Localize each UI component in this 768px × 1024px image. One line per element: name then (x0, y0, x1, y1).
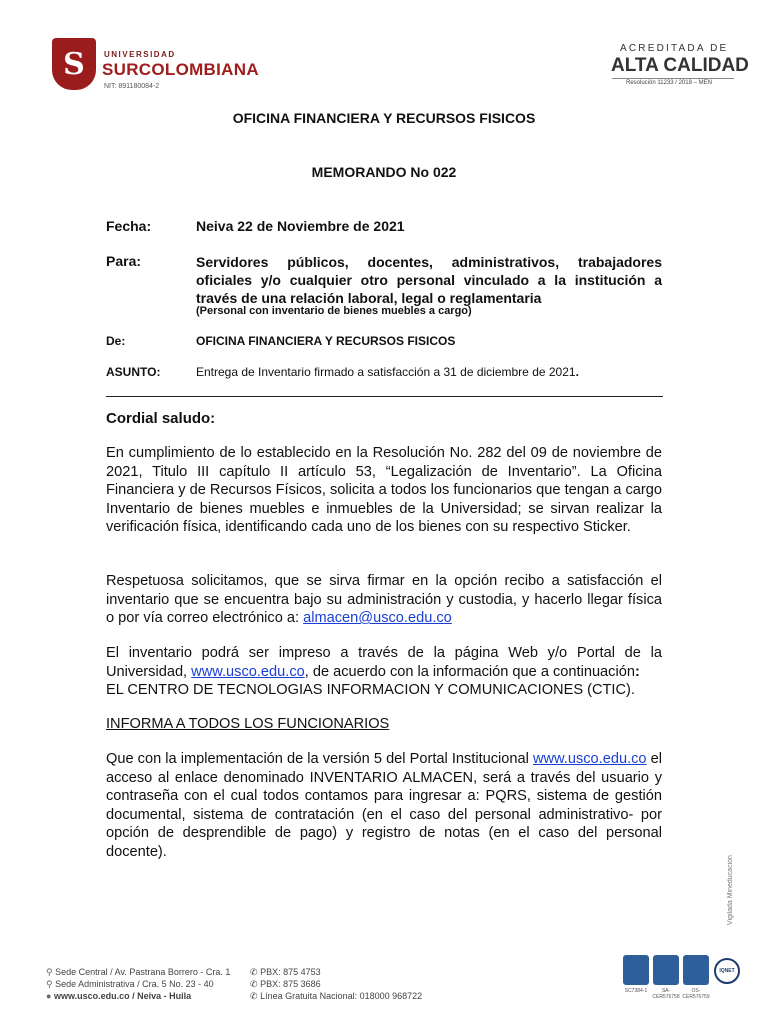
fecha-label: Fecha: (106, 218, 152, 234)
asunto-value (196, 365, 579, 379)
location-pin-icon: ⚲ (46, 967, 53, 977)
vigilada-mark: Vigilada Mineducación (727, 855, 734, 925)
phone-icon: ✆ (250, 967, 258, 977)
footer-phone-1-text: PBX: 875 4753 (260, 967, 321, 977)
email-link[interactable]: almacen@usco.edu.co (303, 610, 452, 626)
de-value: OFICINA FINANCIERA Y RECURSOS FISICOS (196, 334, 456, 348)
paragraph-4 (106, 750, 662, 861)
accreditation-title: ALTA CALIDAD (611, 55, 749, 76)
para-label: Para: (106, 253, 142, 269)
certification-code-1: SC7384-1 (624, 988, 648, 994)
paragraph-4-end: el acceso al enlace denominado INVENTARIO ALMACEN, será a través del usuario y contraseña con el cual todos contamos para ingresar a: PQRS, sistema de gestión documental, sistema de contratación (en el caso del personal administrativo- por opción de desprendible de pago) y registro de notas (en el caso del personal docente). (106, 751, 662, 860)
paragraph-2 (106, 572, 662, 628)
footer-address-1 (46, 967, 230, 978)
memo-title: MEMORANDO No 022 (311, 164, 457, 180)
accreditation-divider (612, 78, 734, 79)
greeting: Cordial saludo: (106, 410, 216, 427)
footer-phone-2-text: PBX: 875 3686 (260, 979, 321, 989)
accreditation-resolution: Resolución 11233 / 2018 – MEN (626, 80, 712, 86)
paragraph-1: En cumplimiento de lo establecido en la Resolución No. 282 del 09 de noviembre de 2021, Titulo III capítulo II artículo 53, “Legalización de Inventario”. La Oficina Financiera y de Recursos Físicos, solicita a todos los funcionarios que tengan a cargo Inventario de bienes muebles e inmuebles de la Universidad; se sirvan realizar la verificación física, identificando cada uno de los bienes con su respectivo Sticker. (106, 445, 662, 535)
paragraph-4-start: Que con la implementación de la versión 5 del Portal Institucional (106, 751, 533, 767)
portal-link[interactable]: www.usco.edu.co (532, 751, 647, 767)
footer-address-1-text: Sede Central / Av. Pastrana Borrero - Cra. 1 (55, 967, 231, 977)
paragraph-3-colon: : (634, 663, 640, 680)
footer-phone-3-text: Línea Gratuita Nacional: 018000 968722 (260, 991, 423, 1001)
certification-badge-1 (623, 955, 649, 985)
header-divider (106, 396, 663, 397)
para-note: (Personal con inventario de bienes muebles a cargo) (196, 305, 472, 317)
footer-phone-3 (250, 991, 422, 1002)
footer-phone-2 (250, 979, 321, 990)
footer-website[interactable]: www.usco.edu.co / Neiva - Huila (53, 991, 192, 1001)
footer-address-2-text: Sede Administrativa / Cra. 5 No. 23 - 40 (55, 979, 214, 989)
university-nit: NIT: 891180084-2 (104, 83, 160, 90)
paragraph-2-text: Respetuosa solicitamos, que se sirva firmar en la opción recibo a satisfacción el inventario que se encuentra bajo su administración y custodia, y hacerlo llegar física o por vía correo electrónico a: (106, 573, 662, 626)
phone-icon: ✆ (250, 991, 258, 1001)
asunto-label: ASUNTO: (106, 365, 161, 379)
certification-code-2: SA-CER576758 (652, 988, 680, 1000)
accreditation-label: ACREDITADA DE (620, 43, 729, 54)
certification-badge-2 (653, 955, 679, 985)
footer-address-3 (46, 991, 191, 1001)
certification-code-3: OS-CER576759 (682, 988, 710, 1000)
university-name: SURCOLOMBIANA (102, 60, 259, 79)
location-pin-icon: ⚲ (46, 979, 53, 989)
office-title: OFICINA FINANCIERA Y RECURSOS FISICOS (232, 110, 536, 126)
footer-address-2 (46, 979, 214, 990)
university-shield-logo: S (52, 38, 96, 90)
paragraph-3-start: El inventario podrá ser impreso a través de la página Web y/o Portal de la Universidad, (106, 645, 662, 680)
fecha-value: Neiva 22 de Noviembre de 2021 (196, 218, 405, 234)
university-label: UNIVERSIDAD (104, 50, 176, 59)
certification-badge-3 (683, 955, 709, 985)
paragraph-3 (106, 644, 662, 700)
de-label: De: (106, 334, 126, 348)
paragraph-3-mid: , de acuerdo con la información que a continuación (304, 663, 635, 680)
globe-icon: ● (46, 991, 52, 1001)
phone-icon: ✆ (250, 979, 258, 989)
asunto-period: . (575, 365, 579, 379)
para-value: Servidores públicos, docentes, administrativos, trabajadores oficiales y/o cualquier otro personal vinculado a la institución a través de una relación laboral, legal o reglamentaria (196, 254, 662, 306)
footer-phone-1 (250, 967, 321, 978)
informa-heading: INFORMA A TODOS LOS FUNCIONARIOS (106, 716, 390, 732)
asunto-text: Entrega de Inventario firmado a satisfacción a 31 de diciembre de 2021 (196, 365, 576, 379)
iqnet-seal-icon: IQNET (714, 958, 740, 984)
paragraph-3-end: EL CENTRO DE TECNOLOGIAS INFORMACION Y COMUNICACIONES (CTIC). (106, 682, 635, 698)
website-link[interactable]: www.usco.edu.co (191, 663, 305, 680)
